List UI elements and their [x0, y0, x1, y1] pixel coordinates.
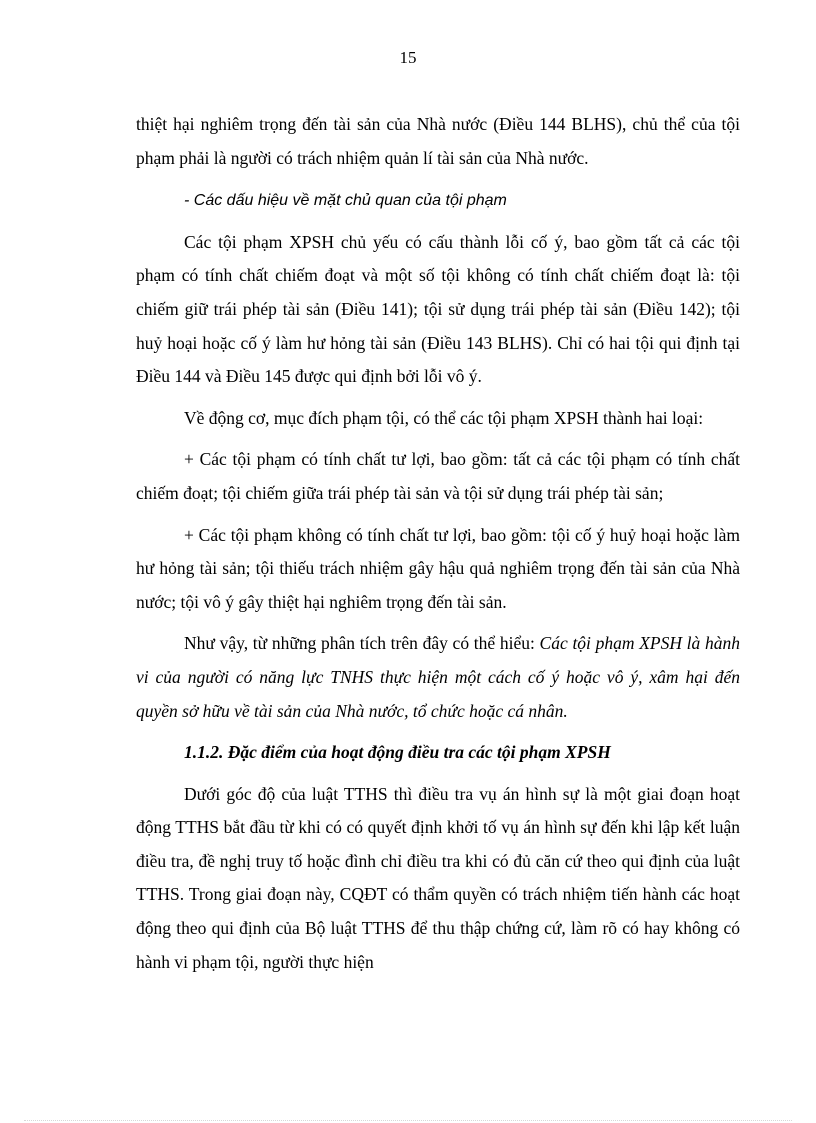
list-item-non-self-interest: + Các tội phạm không có tính chất tư lợi, bao gồm: tội cố ý huỷ hoại hoặc làm hư hỏng tài sản; tội thiếu trách nhiệm gây hậu quả nghiêm trọng đến tài sản của Nhà nước; tội vô ý gây thiệt hại nghiêm trọng đến tài sản. — [136, 524, 740, 612]
definition-lead: Như vậy, từ những phân tích trên đây có thể hiểu: — [184, 633, 540, 654]
paragraph-continuation: thiệt hại nghiêm trọng đến tài sản của Nhà nước (Điều 144 BLHS), chủ thể của tội phạm phải là người có trách nhiệm quản lí tài sản của Nhà nước. — [136, 114, 740, 168]
page-bottom-divider — [24, 1120, 792, 1121]
body-text — [136, 108, 740, 979]
list-item-self-interest: + Các tội phạm có tính chất tư lợi, bao gồm: tất cả các tội phạm có tính chất chiếm đoạt; tội chiếm giữa trái phép tài sản và tội sử dụng trái phép tài sản; — [136, 449, 740, 503]
paragraph-motive: Về động cơ, mục đích phạm tội, có thể các tội phạm XPSH thành hai loại: — [184, 407, 704, 428]
paragraph-definition — [136, 627, 740, 728]
paragraph-intent: Các tội phạm XPSH chủ yếu có cấu thành lỗi cố ý, bao gồm tất cả các tội phạm có tính chất chiếm đoạt và một số tội không có tính chất chiếm đoạt là: tội chiếm giữ trái phép tài sản (Điều 141); tội sử dụng trái phép tài sản (Điều 142); tội huỷ hoại hoặc cố ý làm hư hỏng tài sản (Điều 143 BLHS). Chỉ có hai tội qui định tại Điều 144 và Điều 145 được qui định bởi lỗi vô ý. — [136, 231, 740, 387]
subsection-subjective-signs — [136, 183, 740, 218]
page-number: 15 — [399, 48, 417, 67]
subsection-title: - Các dấu hiệu về mặt chủ quan của tội phạm — [184, 192, 507, 210]
section-heading: 1.1.2. Đặc điểm của hoạt động điều tra các tội phạm XPSH — [184, 742, 611, 763]
definition-text: Các tội phạm XPSH là hành vi của người có năng lực TNHS thực hiện một cách cố ý hoặc vô ý, xâm hại đến quyền sở hữu về tài sản của Nhà nước, tổ chức hoặc cá nhân. — [136, 633, 740, 721]
paragraph-investigation: Dưới góc độ của luật TTHS thì điều tra vụ án hình sự là một giai đoạn hoạt động TTHS bắt đầu từ khi có có quyết định khởi tố vụ án hình sự đến khi lập kết luận điều tra, đề nghị truy tố hoặc đình chỉ điều tra khi có đủ căn cứ theo qui định của luật TTHS. Trong giai đoạn này, CQĐT có thẩm quyền có trách nhiệm tiến hành các hoạt động theo qui định của Bộ luật TTHS để thu thập chứng cứ, làm rõ có hay không có hành vi phạm tội, người thực hiện — [136, 783, 740, 972]
